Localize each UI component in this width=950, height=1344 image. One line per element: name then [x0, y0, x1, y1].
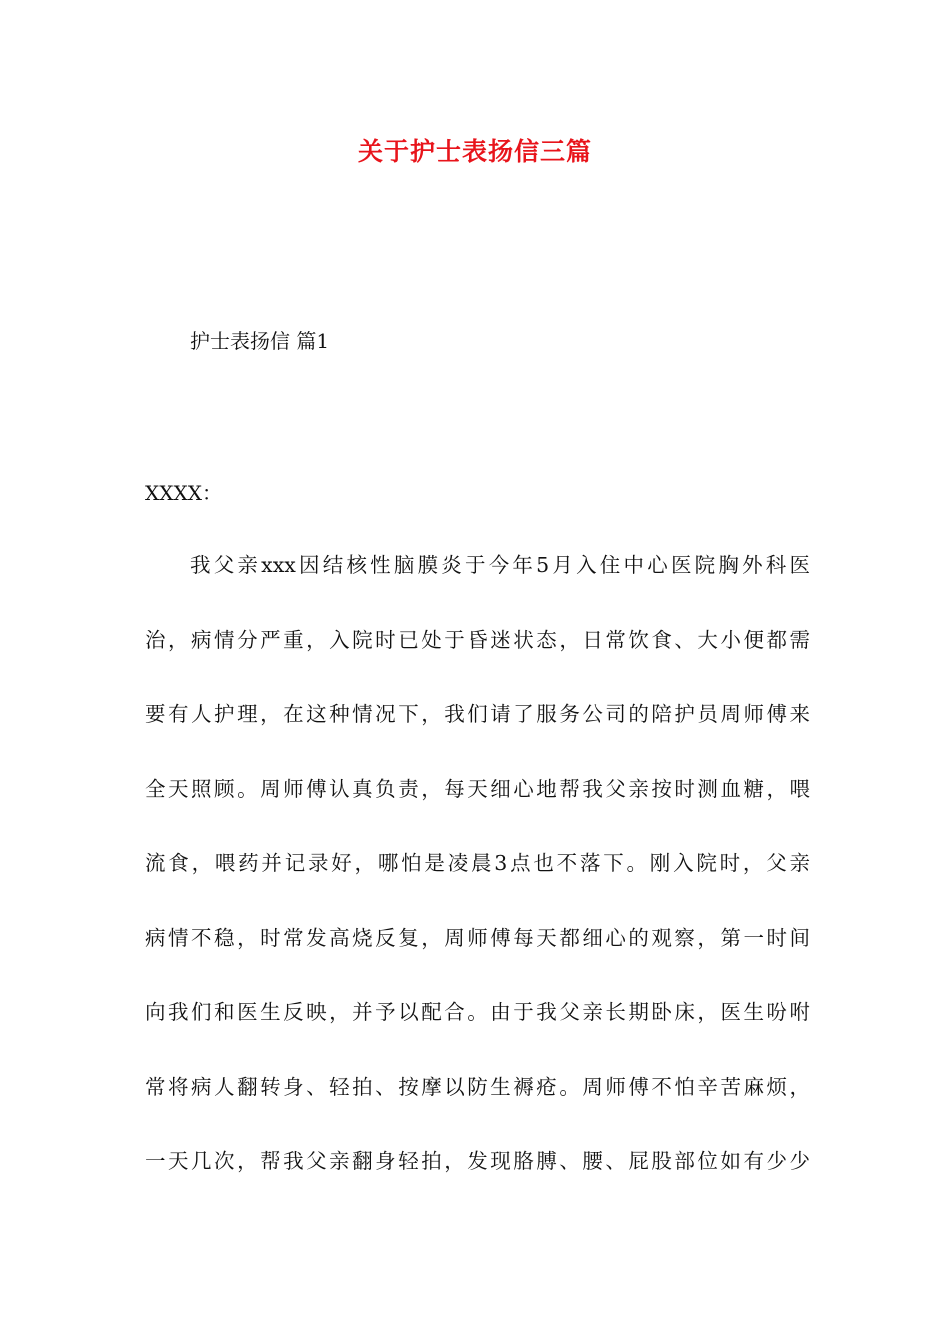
document-title: 关于护士表扬信三篇	[357, 137, 592, 166]
body-line: 我父亲xxx因结核性脑膜炎于今年5月入住中心医院胸外科医	[190, 553, 810, 577]
salutation: XXXX：	[145, 481, 222, 505]
body-line: 要有人护理，在这种情况下，我们请了服务公司的陪护员周师傅来	[145, 702, 810, 726]
body-line: 全天照顾。周师傅认真负责，每天细心地帮我父亲按时测血糖，喂	[145, 776, 810, 801]
letter-body	[145, 545, 810, 1216]
body-line: 病情不稳，时常发高烧反复，周师傅每天都细心的观察，第一时间	[145, 925, 810, 950]
body-line: 治，病情分严重，入院时已处于昏迷状态，日常饮食、大小便都需	[145, 627, 810, 652]
body-line: 流食，喂药并记录好，哪怕是凌晨3点也不落下。刚入院时，父亲	[145, 851, 810, 875]
section-heading: 护士表扬信 篇1	[190, 329, 330, 353]
body-line: 一天几次，帮我父亲翻身轻拍，发现胳膊、腰、屁股部位如有少少	[145, 1149, 810, 1173]
body-line: 向我们和医生反映，并予以配合。由于我父亲长期卧床，医生吩咐	[145, 1000, 810, 1024]
body-line: 常将病人翻转身、轻拍、按摩以防生褥疮。周师傅不怕辛苦麻烦，	[145, 1074, 810, 1099]
